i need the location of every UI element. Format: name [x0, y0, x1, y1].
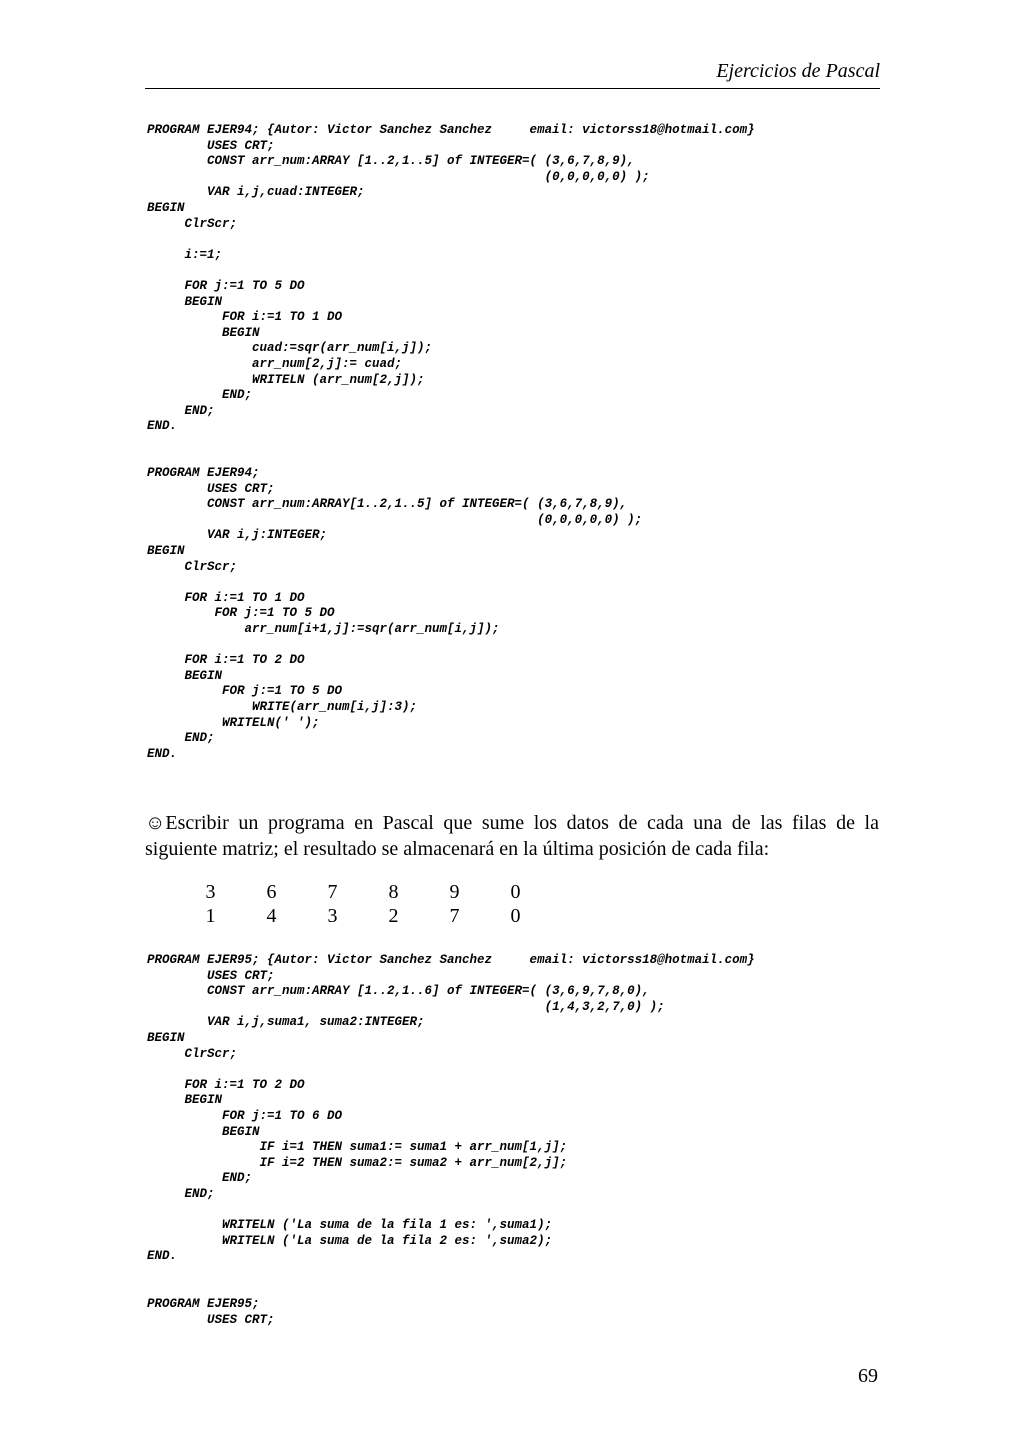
matrix-cell: 3	[327, 904, 338, 927]
matrix-cell: 1	[205, 904, 216, 927]
matrix-cell: 0	[510, 904, 521, 927]
exercise-statement: ☺Escribir un programa en Pascal que sume los datos de cada una de las filas de la siguiente matriz; el resultado se almacenará en la última posición de cada fila:	[145, 812, 879, 860]
matrix-cell: 7	[327, 880, 338, 903]
code-block-ejer94-a: PROGRAM EJER94; {Autor: Victor Sanchez Sanchez email: victorss18@hotmail.com} USES CRT; CONST arr_num:ARRAY [1..2,1..5] of INTEGER=( (3,6,7,8,9), (0,0,0,0,0) ); VAR i,j,cuad:INTEGER; BEGIN ClrScr; i:=1; FOR j:=1 TO 5 DO BEGIN FOR i:=1 TO 1 DO BEGIN cuad:=sqr(arr_num[i,j]); arr_num[2,j]:= cuad; WRITELN (arr_num[2,j]); END; END; END.	[147, 123, 755, 434]
matrix-cell: 8	[388, 880, 399, 903]
matrix-cell: 7	[449, 904, 460, 927]
matrix-cell: 4	[266, 904, 277, 927]
code-block-ejer95-b: PROGRAM EJER95; USES CRT;	[147, 1297, 275, 1327]
page-number: 69	[858, 1365, 878, 1387]
matrix-row	[180, 880, 546, 904]
running-header: Ejercicios de Pascal	[145, 60, 880, 89]
matrix-cell: 9	[449, 880, 460, 903]
code-block-ejer95-a: PROGRAM EJER95; {Autor: Victor Sanchez Sanchez email: victorss18@hotmail.com} USES CRT; CONST arr_num:ARRAY [1..2,1..6] of INTEGER=( (3,6,9,7,8,0), (1,4,3,2,7,0) ); VAR i,j,suma1, suma2:INTEGER; BEGIN ClrScr; FOR i:=1 TO 2 DO BEGIN FOR j:=1 TO 6 DO BEGIN IF i=1 THEN suma1:= suma1 + arr_num[1,j]; IF i=2 THEN suma2:= suma2 + arr_num[2,j]; END; END; WRITELN ('La suma de la fila 1 es: ',suma1); WRITELN ('La suma de la fila 2 es: ',suma2); END.	[147, 953, 755, 1264]
matrix-table	[180, 880, 546, 928]
matrix-row	[180, 904, 546, 928]
matrix-cell: 2	[388, 904, 399, 927]
code-block-ejer94-b: PROGRAM EJER94; USES CRT; CONST arr_num:ARRAY[1..2,1..5] of INTEGER=( (3,6,7,8,9), (0,0,0,0,0) ); VAR i,j:INTEGER; BEGIN ClrScr; FOR i:=1 TO 1 DO FOR j:=1 TO 5 DO arr_num[i+1,j]:=sqr(arr_num[i,j]); FOR i:=1 TO 2 DO BEGIN FOR j:=1 TO 5 DO WRITE(arr_num[i,j]:3); WRITELN(' '); END; END.	[147, 466, 643, 761]
matrix-cell: 6	[266, 880, 277, 903]
matrix-cell: 3	[205, 880, 216, 903]
matrix-cell: 0	[510, 880, 521, 903]
